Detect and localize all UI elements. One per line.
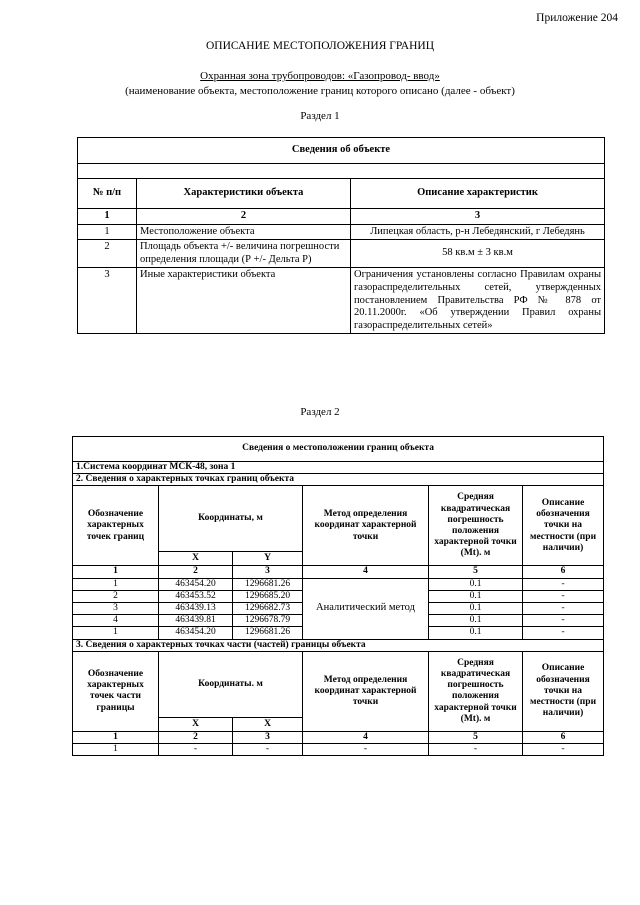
row-number: 2 xyxy=(78,240,137,268)
object-subtitle: (наименование объекта, местоположение границ которого описано (далее - объект) xyxy=(125,85,515,97)
col-method-header: Метод определения координат характерной точки xyxy=(303,651,429,731)
object-name: Охранная зона трубопроводов: «Газопровод- ввод» xyxy=(200,70,440,82)
boundary-title: Сведения о местоположении границ объекта xyxy=(73,437,604,462)
point-y: 1296685.20 xyxy=(233,590,303,602)
point-error: 0.1 xyxy=(429,627,523,639)
index-cell: 1 xyxy=(78,209,137,225)
col-num-header: № п/п xyxy=(78,179,137,209)
point-desc: - xyxy=(523,590,604,602)
row-number: 3 xyxy=(78,268,137,334)
document-title: ОПИСАНИЕ МЕСТОПОЛОЖЕНИЯ ГРАНИЦ xyxy=(205,40,435,52)
point-x: 463454.20 xyxy=(159,578,233,590)
point-desc: - xyxy=(523,578,604,590)
row-characteristic: Площадь объекта +/- величина погрешности определения площади (Р +/- Дельта Р) xyxy=(137,240,351,268)
point-y: 1296682.73 xyxy=(233,603,303,615)
part-point-desc: - xyxy=(523,744,604,756)
points-heading: 2. Сведения о характерных точках границ объекта xyxy=(73,474,604,486)
index-cell: 5 xyxy=(429,566,523,578)
index-cell: 3 xyxy=(233,731,303,743)
col-desc-header: Описание характеристик xyxy=(351,179,605,209)
col-point-header: Обозначение характерных точек границ xyxy=(73,486,159,566)
point-y: 1296681.26 xyxy=(233,578,303,590)
col-method-header: Метод определения координат характерной точки xyxy=(303,486,429,566)
section2-label: Раздел 2 xyxy=(300,406,340,418)
row-description: Липецкая область, р-н Лебедянский, г Лебедянь xyxy=(351,224,605,240)
col-y-header: Y xyxy=(233,552,303,566)
index-cell: 5 xyxy=(429,731,523,743)
boundary-table xyxy=(72,436,604,756)
index-cell: 6 xyxy=(523,566,604,578)
point-error: 0.1 xyxy=(429,603,523,615)
object-info-table xyxy=(77,137,605,334)
col-error-header: Средняя квадратическая погрешность положения характерной точки (Mt). м xyxy=(429,486,523,566)
col-coords-part-header: Координаты. м xyxy=(159,651,303,717)
point-desc: - xyxy=(523,627,604,639)
col-error-header: Средняя квадратическая погрешность положения характерной точки (Mt). м xyxy=(429,651,523,731)
part-point-y: - xyxy=(233,744,303,756)
point-number: 3 xyxy=(73,603,159,615)
col-char-header: Характеристики объекта xyxy=(137,179,351,209)
object-info-title: Сведения об объекте xyxy=(78,138,605,164)
col-point-part-header: Обозначение характерных точек части границы xyxy=(73,651,159,731)
point-error: 0.1 xyxy=(429,578,523,590)
point-number: 1 xyxy=(73,627,159,639)
parts-heading: 3. Сведения о характерных точках части (частей) границы объекта xyxy=(73,639,604,651)
coord-system: 1.Система координат МСК-48, зона 1 xyxy=(73,462,604,474)
col-x2-part-header: X xyxy=(233,717,303,731)
point-desc: - xyxy=(523,603,604,615)
point-number: 2 xyxy=(73,590,159,602)
index-cell: 1 xyxy=(73,566,159,578)
col-coords-header: Координаты, м xyxy=(159,486,303,552)
point-number: 1 xyxy=(73,578,159,590)
index-cell: 2 xyxy=(159,566,233,578)
point-x: 463439.81 xyxy=(159,615,233,627)
part-point-row xyxy=(73,744,604,756)
row-characteristic: Иные характеристики объекта xyxy=(137,268,351,334)
index-cell: 4 xyxy=(303,566,429,578)
point-error: 0.1 xyxy=(429,590,523,602)
table-row xyxy=(78,240,605,268)
row-characteristic: Местоположение объекта xyxy=(137,224,351,240)
table-row xyxy=(78,268,605,334)
row-number: 1 xyxy=(78,224,137,240)
point-y: 1296681.26 xyxy=(233,627,303,639)
index-cell: 3 xyxy=(233,566,303,578)
index-cell: 1 xyxy=(73,731,159,743)
part-point-error: - xyxy=(429,744,523,756)
section1-label: Раздел 1 xyxy=(300,110,340,122)
point-x: 463453.52 xyxy=(159,590,233,602)
point-x: 463454.20 xyxy=(159,627,233,639)
col-x1-part-header: X xyxy=(159,717,233,731)
col-desc-header: Описание обозначения точки на местности (при наличии) xyxy=(523,651,604,731)
index-cell: 6 xyxy=(523,731,604,743)
appendix-label: Приложение 204 xyxy=(536,12,618,24)
index-cell: 2 xyxy=(137,209,351,225)
row-description: Ограничения установлены согласно Правилам охраны газораспределительных сетей, утвержденных постановлением Правительства РФ № 878 от 20.11.2000г. «Об утверждении Правил охраны газораспределительных сетей» xyxy=(351,268,605,334)
col-desc-header: Описание обозначения точки на местности (при наличии) xyxy=(523,486,604,566)
index-cell: 3 xyxy=(351,209,605,225)
table-row xyxy=(78,224,605,240)
part-point-number: 1 xyxy=(73,744,159,756)
spacer-row xyxy=(78,164,605,179)
point-desc: - xyxy=(523,615,604,627)
method-cell: Аналитический метод xyxy=(303,578,429,639)
index-cell: 4 xyxy=(303,731,429,743)
point-error: 0.1 xyxy=(429,615,523,627)
object-name-line xyxy=(0,70,640,82)
point-row xyxy=(73,578,604,590)
point-number: 4 xyxy=(73,615,159,627)
point-x: 463439.13 xyxy=(159,603,233,615)
col-x-header: X xyxy=(159,552,233,566)
index-cell: 2 xyxy=(159,731,233,743)
part-point-x: - xyxy=(159,744,233,756)
row-description: 58 кв.м ± 3 кв.м xyxy=(351,240,605,268)
point-y: 1296678.79 xyxy=(233,615,303,627)
part-point-method: - xyxy=(303,744,429,756)
